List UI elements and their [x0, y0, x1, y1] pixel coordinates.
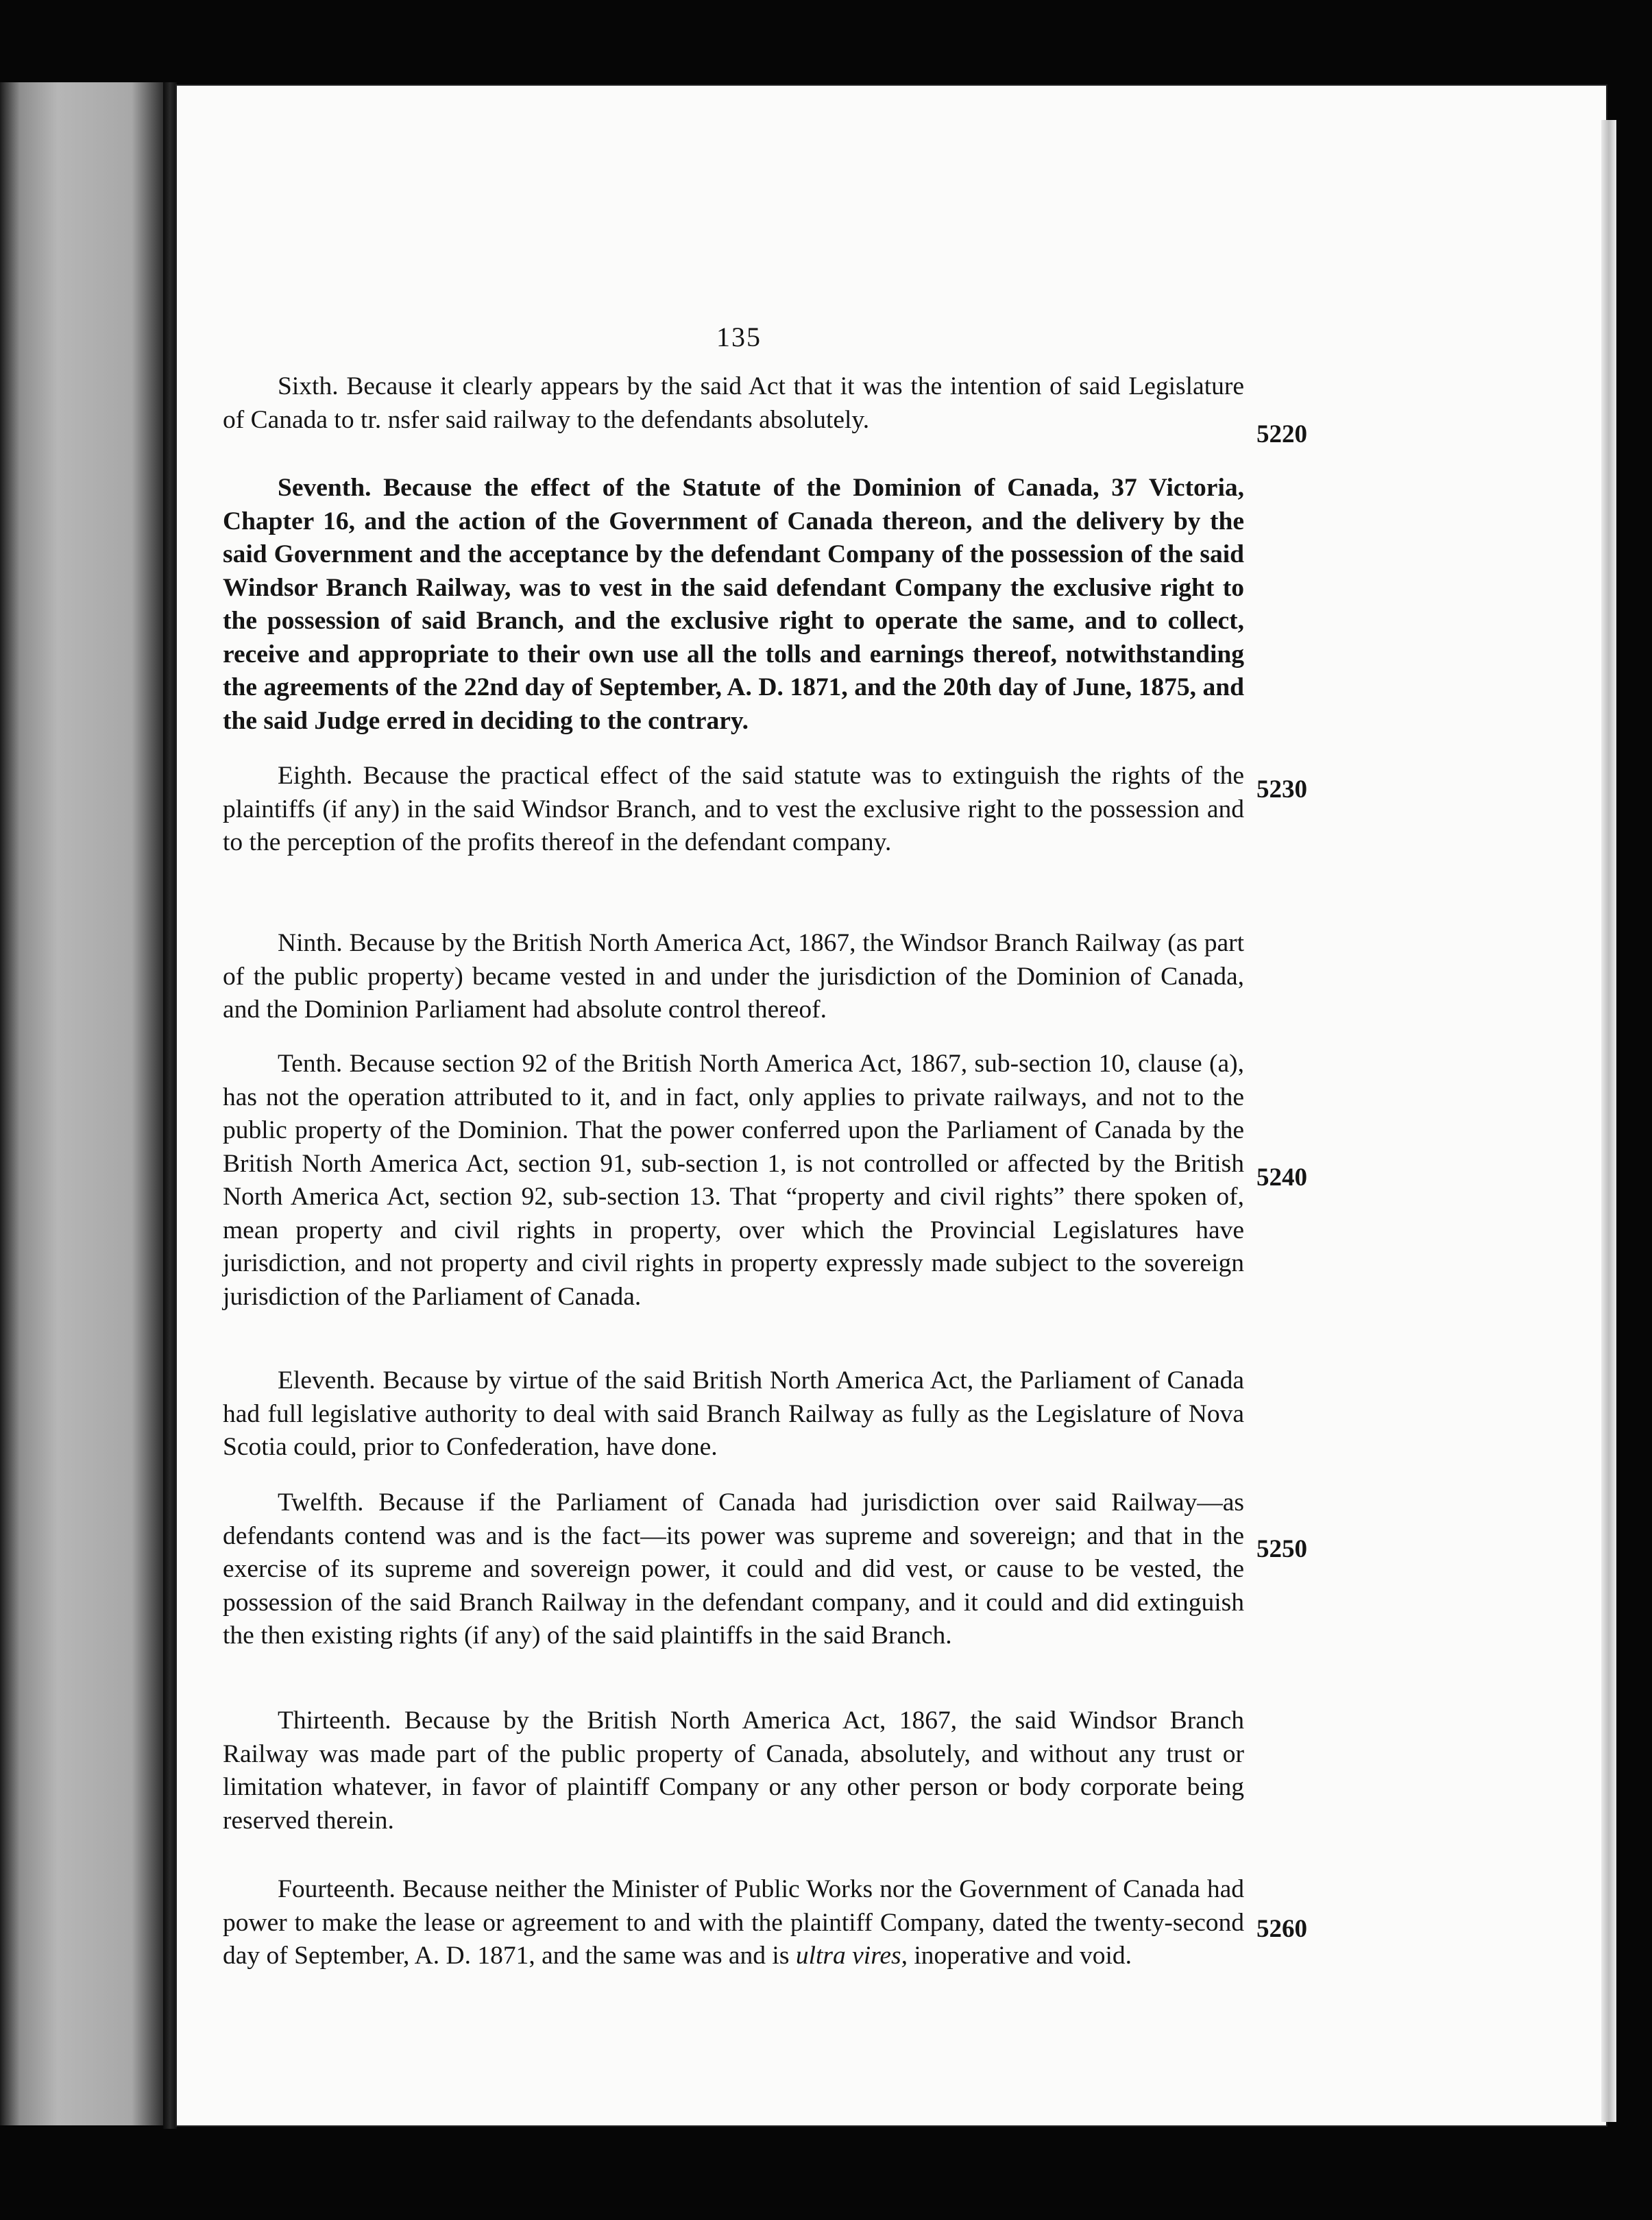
paragraph-fourteenth — [223, 1873, 1244, 1973]
paragraph-ninth — [223, 927, 1244, 1027]
paragraph-text: Thirteenth. Because by the British North America Act, 1867, the said Windsor Branch Railway was made part of the public property of Canada, absolutely, and without any trust or limitation whatever, in favor of plaintiff Company or any other person or body corporate being reserved therein. — [223, 1706, 1244, 1835]
paragraph-sixth — [223, 370, 1244, 437]
paragraph-eighth — [223, 760, 1244, 860]
paragraph-text — [223, 1873, 1244, 1973]
margin-line-number: 5240 — [1256, 1163, 1307, 1192]
margin-line-number: 5230 — [1256, 775, 1307, 804]
margin-line-number: 5260 — [1256, 1915, 1307, 1943]
paragraph-thirteenth — [223, 1704, 1244, 1837]
book-gutter — [163, 82, 177, 2129]
paragraph-text: Sixth. Because it clearly appears by the said Act that it was the intention of said Legislature of Canada to tr. nsfer said railway to the defendants absolutely. — [223, 372, 1244, 434]
page-edge — [1601, 120, 1616, 2122]
paragraph-eleventh — [223, 1364, 1244, 1464]
previous-page-edge — [0, 82, 165, 2125]
paragraph-seventh — [223, 472, 1244, 738]
page-number: 135 — [716, 322, 762, 352]
paragraph-twelfth — [223, 1486, 1244, 1653]
paragraph-text: Seventh. Because the effect of the Statute of the Dominion of Canada, 37 Victoria, Chapter 16, and the action of the Government of Canada thereon, and the delivery by the said Government and the acceptance by the defendant Company of the possession of the said Windsor Branch Railway, was to vest in the said defendant Company the exclusive right to the possession of said Branch, and the exclusive right to operate the same, and to collect, receive and appropriate to their own use all the tolls and earnings thereof, notwithstanding the agreements of the 22nd day of September, A. D. 1871, and the 20th day of June, 1875, and the said Judge erred in deciding to the contrary. — [223, 474, 1244, 735]
margin-line-number: 5250 — [1256, 1535, 1307, 1563]
margin-line-number: 5220 — [1256, 420, 1307, 448]
paragraph-text: Eleventh. Because by virtue of the said British North America Act, the Parliament of Canada had full legislative authority to deal with said Branch Railway as fully as the Legislature of Nova Scotia could, prior to Confederation, have done. — [223, 1366, 1244, 1461]
paragraph-text: Ninth. Because by the British North America Act, 1867, the Windsor Branch Railway (as part of the public property) became vested in and under the jurisdiction of the Dominion of Canada, and the Dominion Parliament had absolute control thereof. — [223, 929, 1244, 1024]
paragraph-text: Tenth. Because section 92 of the British North America Act, 1867, sub-section 10, clause (a), has not the operation attributed to it, and in fact, only applies to private railways, and not to the public property of the Dominion. That the power conferred upon the Parliament of Canada by the British North America Act, section 91, sub-section 1, is not controlled or affected by the British North America Act, section 92, sub-section 13. That “property and civil rights” there spoken of, mean property and civil rights in property, over which the Provincial Legislatures have jurisdiction, and not property and civil rights in property expressly made subject to the sovereign jurisdiction of the Parliament of Canada. — [223, 1050, 1244, 1311]
paragraph-text-end: inoperative and void. — [908, 1942, 1132, 1970]
italic-phrase: ultra vires, — [795, 1942, 908, 1970]
paragraph-text: Twelfth. Because if the Parliament of Canada had jurisdiction over said Railway—as defendants contend was and is the fact—its power was supreme and sovereign; and that in the exercise of its supreme and sovereign power, it could and did vest, or cause to be vested, the possession of the said Branch Railway in the defendant company, and it could and did extinguish the then existing rights (if any) of the said plaintiffs in the said Branch. — [223, 1488, 1244, 1650]
paragraph-text-start: Fourteenth. Because neither the Minister of Public Works nor the Government of Canada had power to make the lease or agreement to and with the plaintiff Company, dated the twenty-second day of September, A. D. 1871, and the same was and is — [223, 1875, 1244, 1970]
paragraph-text: Eighth. Because the practical effect of the said statute was to extinguish the rights of the plaintiffs (if any) in the said Windsor Branch, and to vest the exclusive right to the possession and to the perception of the profits thereof in the defendant company. — [223, 762, 1244, 856]
paragraph-tenth — [223, 1048, 1244, 1314]
